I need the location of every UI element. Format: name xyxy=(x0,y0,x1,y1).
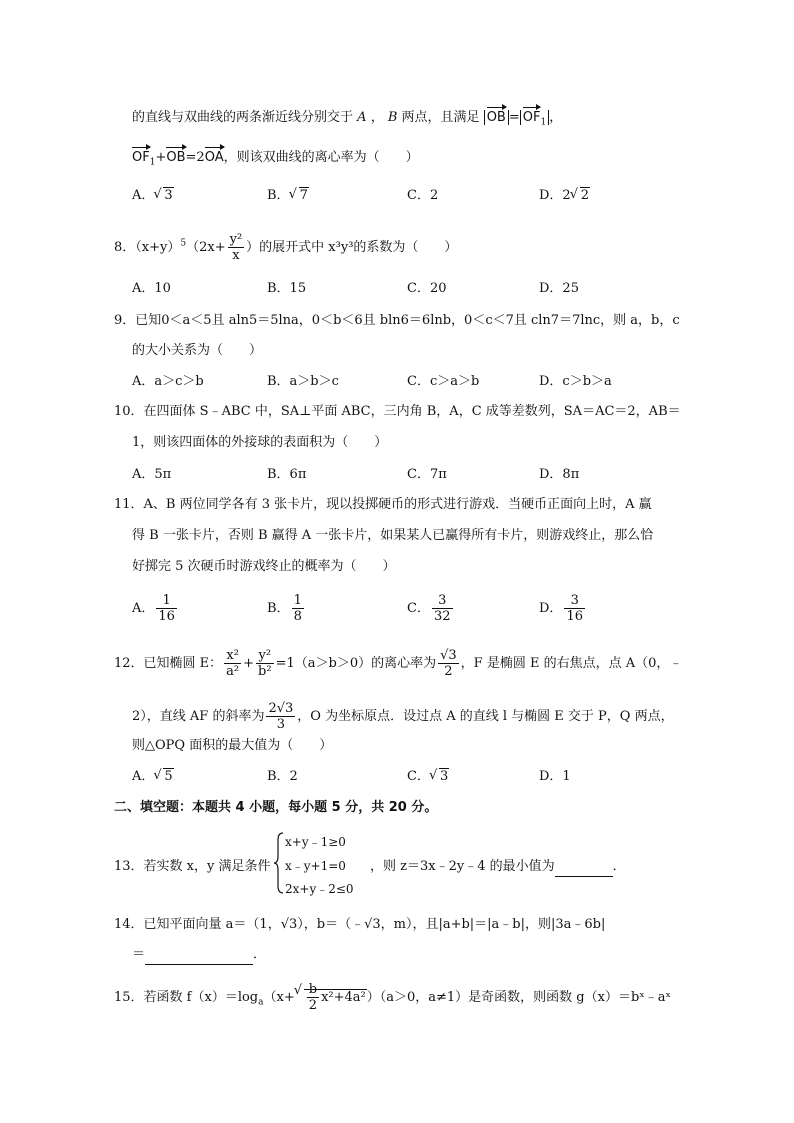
q9-option-d[interactable]: D．c＞b＞a xyxy=(539,374,612,389)
q9-line1: 9．已知0＜a＜5且 aln5＝5lna，0＜b＜6且 bln6＝6lnb，0＜c＜7且 cln7＝7lnc，则 a，b，c xyxy=(114,313,680,328)
vector-ob: OB xyxy=(166,146,185,168)
expr: （x+y） xyxy=(135,240,181,255)
q10-option-d[interactable]: D．8π xyxy=(539,467,580,482)
q11-line1: 11．A、B 两位同学各有 3 张卡片，现以投掷硬币的形式进行游戏．当硬币正面向上时，A 赢 xyxy=(114,497,652,512)
subscript: 1 xyxy=(540,117,547,128)
q10-line1: 10．在四面体 S﹣ABC 中，SA⊥平面 ABC，三内角 B，A，C 成等差数列，SA＝AC＝2，AB＝ xyxy=(114,404,681,419)
plus: + xyxy=(155,150,167,165)
constraint-1: x+y﹣1≥0 xyxy=(285,835,346,849)
vector-oa: OA xyxy=(205,146,224,168)
q12-option-b[interactable]: B．2 xyxy=(267,769,298,784)
q12-pre: 12．已知椭圆 E： xyxy=(114,656,223,671)
fraction: $\frac{1}{16}$ xyxy=(158,593,175,624)
option-label: D． xyxy=(539,601,563,616)
q11-line2: 得 B 一张卡片，否则 B 赢得 A 一张卡片，如果某人已赢得所有卡片，则游戏终止，那么恰 xyxy=(132,528,654,543)
q12-option-c[interactable]: C．√ 3 xyxy=(407,767,449,787)
equals: = xyxy=(508,110,520,125)
fraction: $\frac{3}{16}$ xyxy=(566,593,583,624)
plus: + xyxy=(243,656,255,671)
sqrt: √ 5 xyxy=(154,767,173,787)
fraction: $\frac{√3}{2}$ xyxy=(440,648,457,679)
q12-post: ，F 是椭圆 E 的右焦点，点 A（0，﹣ xyxy=(460,656,683,671)
abs-vector-ob xyxy=(484,110,506,125)
fraction: $\frac{\text{x²}}{\text{a²}}$ xyxy=(226,648,240,679)
q12-option-a[interactable]: A．√ 5 xyxy=(132,767,174,787)
q12-line1 xyxy=(114,648,682,679)
q13-post xyxy=(370,857,626,877)
q8-line xyxy=(114,232,457,263)
q15-line xyxy=(114,982,671,1013)
q7-option-d[interactable]: D．2√ 2 xyxy=(539,186,590,206)
q10-option-b[interactable]: B．6π xyxy=(267,467,307,482)
subscript: 1 xyxy=(149,157,156,168)
expr: ） xyxy=(246,240,260,255)
q11-option-d[interactable] xyxy=(539,593,587,624)
exponent: 5 xyxy=(180,238,187,249)
q8-option-c[interactable]: C．20 xyxy=(407,281,447,296)
q12-line2-pre: 2），直线 AF 的斜率为 xyxy=(132,709,265,724)
q7-line1-mid: 两点，且满足 xyxy=(401,110,480,125)
q15-mid: （x+ xyxy=(263,990,295,1005)
q10-option-a[interactable]: A．5π xyxy=(132,467,172,482)
equals: =2 xyxy=(185,150,205,165)
q14-line2 xyxy=(132,945,266,965)
q12-line3: 则△OPQ 面积的最大值为（ ） xyxy=(132,738,333,753)
sqrt: √ 3 xyxy=(430,767,449,787)
q7-line1-pre: 的直线与双曲线的两条渐近线分别交于 xyxy=(132,110,354,125)
q7-option-a[interactable]: A．√ 3 xyxy=(132,186,174,206)
fraction: $\frac{1}{8}$ xyxy=(293,593,302,624)
q8-option-b[interactable]: B．15 xyxy=(267,281,307,296)
equals: ＝ xyxy=(132,947,146,962)
fraction: $\frac{3}{32}$ xyxy=(433,593,451,624)
q7-option-c[interactable]: C．2 xyxy=(407,188,439,203)
sqrt: √ 7 xyxy=(290,186,309,206)
point-b: B xyxy=(387,110,398,125)
q13-pre: 13．若实数 x，y 满足条件 xyxy=(114,859,271,874)
abs-vector-of1 xyxy=(520,110,549,128)
constraint-3: 2x+y﹣2≤0 xyxy=(285,882,354,896)
q13-post-text: ，则 z＝3x﹣2y﹣4 的最小值为 xyxy=(370,859,555,874)
answer-blank[interactable] xyxy=(555,862,613,877)
period: ． xyxy=(253,947,267,962)
option-label: A． xyxy=(132,601,155,616)
left-brace xyxy=(274,832,284,894)
fraction: √ $\frac{b}{2}$ xyxy=(308,982,318,1013)
subscript: a xyxy=(258,997,264,1008)
question-number: 8． xyxy=(114,240,136,255)
q10-line2: 1，则该四面体的外接球的表面积为（ ） xyxy=(132,435,388,450)
comma: ， xyxy=(549,110,563,125)
q7-question: ，则该双曲线的离心率为（ ） xyxy=(223,150,419,165)
answer-blank[interactable] xyxy=(145,950,253,965)
fraction: $\frac{\text{y²}}{\text{b²}}$ xyxy=(258,648,272,679)
q15-pre: 15．若函数 f（x）＝log xyxy=(114,990,259,1005)
sqrt xyxy=(295,982,367,1013)
sqrt: √ 3 xyxy=(154,186,173,206)
q12-line2 xyxy=(132,701,674,732)
q7-line2 xyxy=(132,146,419,168)
q11-option-b[interactable] xyxy=(267,593,306,624)
vector-of1: OF xyxy=(523,106,541,128)
option-label: C． xyxy=(407,601,430,616)
constraint-2: x﹣y+1=0 xyxy=(285,859,346,873)
q7-option-b[interactable]: B．√ 7 xyxy=(267,186,309,206)
q14-line1: 14．已知平面向量 a＝（1，√3），b＝（﹣√3，m），且|a+b|＝|a﹣b|，则|3a﹣6b| xyxy=(114,917,606,932)
vector-of1: OF xyxy=(132,146,150,168)
q12-mid: =1（a＞b＞0）的离心率为 xyxy=(275,656,437,671)
sqrt: √ 2 xyxy=(571,186,590,206)
expr: （2x+ xyxy=(186,240,226,255)
q9-option-c[interactable]: C．c＞a＞b xyxy=(407,374,480,389)
q9-option-b[interactable]: B．a＞b＞c xyxy=(267,374,339,389)
q11-option-c[interactable] xyxy=(407,593,455,624)
q9-line2: 的大小关系为（ ） xyxy=(132,343,263,358)
section-heading: 二、填空题：本题共 4 小题，每小题 5 分，共 20 分。 xyxy=(114,800,438,815)
option-label: B． xyxy=(267,601,290,616)
q8-option-a[interactable]: A．10 xyxy=(132,281,171,296)
q12-line2-post: ，O 为坐标原点．设过点 A 的直线 l 与椭圆 E 交于 P，Q 两点， xyxy=(297,709,674,724)
q11-line3: 好掷完 5 次硬币时游戏终止的概率为（ ） xyxy=(132,559,396,574)
q9-option-a[interactable]: A．a＞c＞b xyxy=(132,374,204,389)
q8-option-d[interactable]: D．25 xyxy=(539,281,579,296)
q8-question: 的展开式中 x³y³的系数为（ ） xyxy=(259,240,458,255)
fraction: $\frac{2√3}{3}$ xyxy=(268,701,294,732)
fraction: $\frac{\text{y²}}{x}$ xyxy=(229,232,243,263)
q10-option-c[interactable]: C．7π xyxy=(407,467,447,482)
q12-option-d[interactable]: D．1 xyxy=(539,769,571,784)
q15-post: ）（a＞0，a≠1）是奇函数，则函数 g（x）＝bˣ﹣aˣ xyxy=(366,990,672,1005)
q11-option-a[interactable] xyxy=(132,593,179,624)
radicand: x²+4a² xyxy=(321,990,366,1005)
vector-ob: OB xyxy=(487,106,506,128)
q7-line1 xyxy=(132,106,562,128)
comma: ， xyxy=(370,110,384,125)
point-a: A xyxy=(357,110,367,125)
period: ． xyxy=(612,859,626,874)
